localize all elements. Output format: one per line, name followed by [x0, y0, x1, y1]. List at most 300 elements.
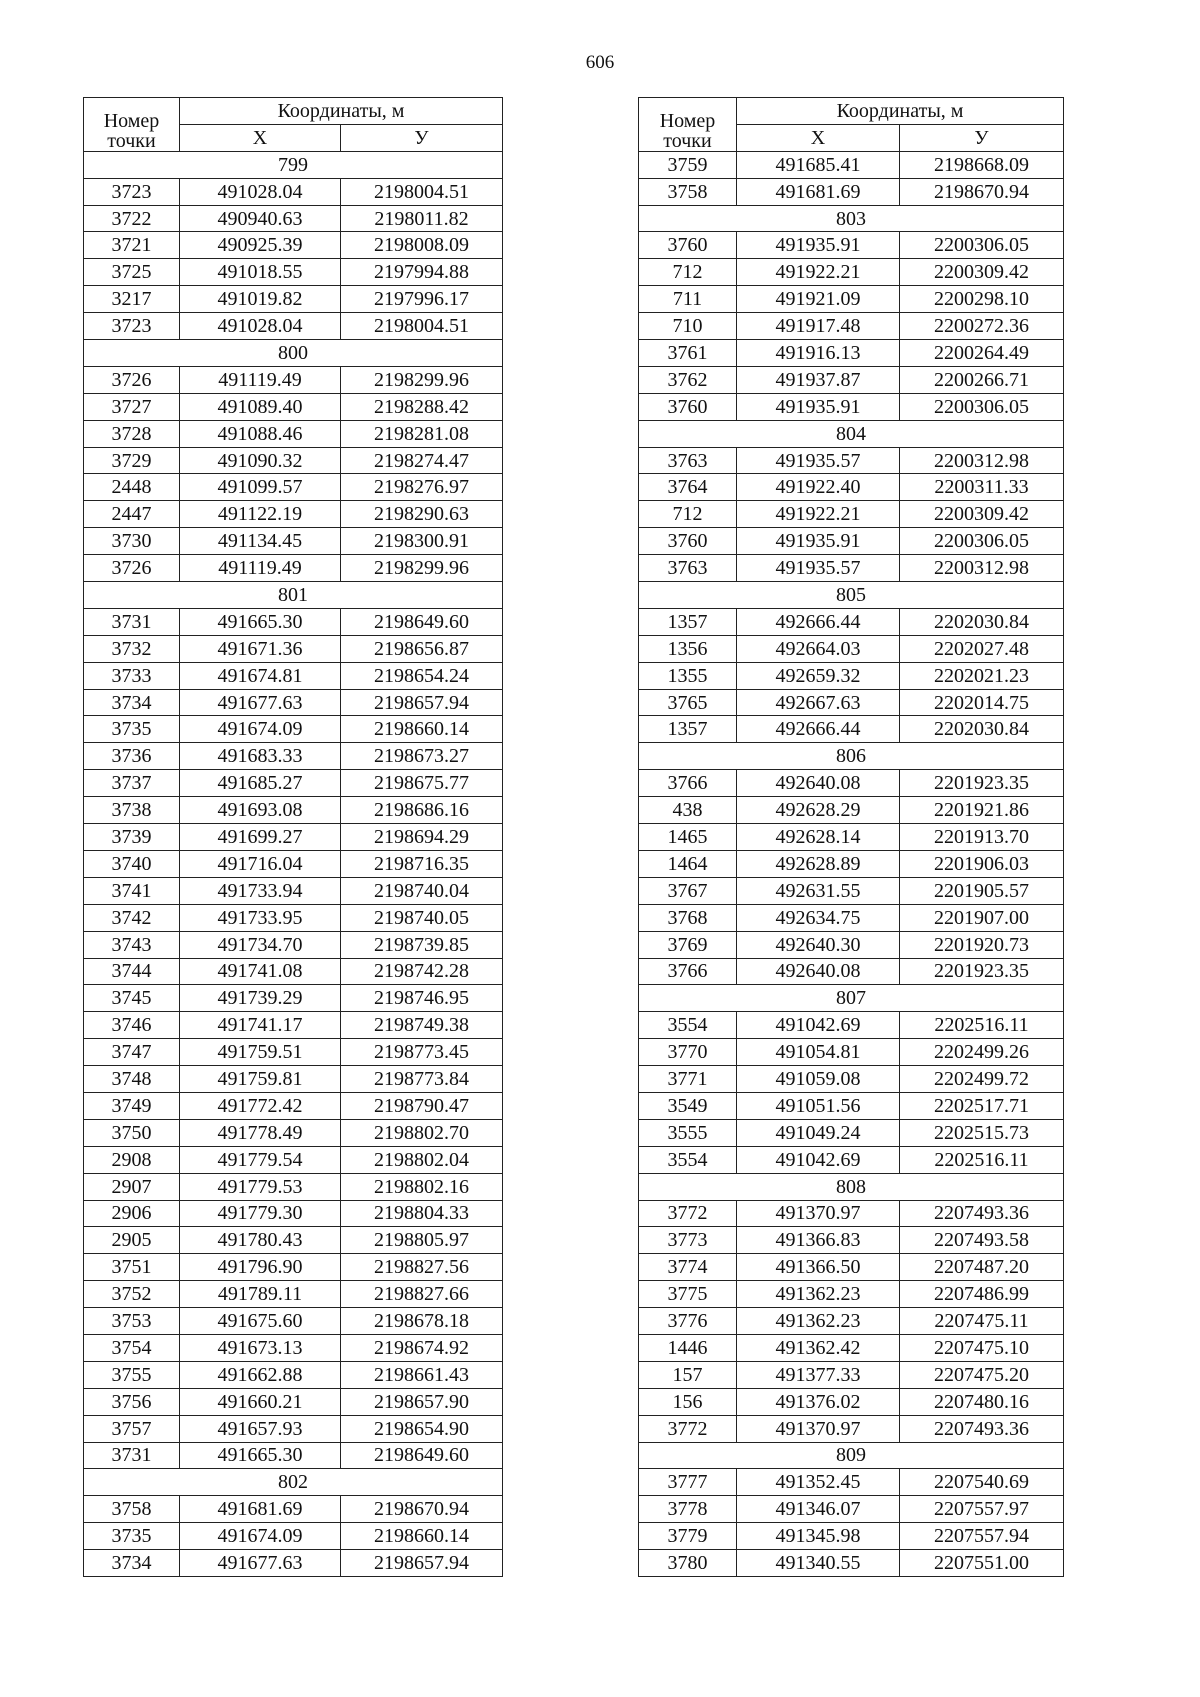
point-number-cell: 3741 [84, 877, 180, 904]
table-row [84, 608, 503, 635]
y-coordinate-cell: 2198288.42 [341, 393, 503, 420]
x-coordinate-cell: 491922.21 [737, 259, 900, 286]
point-number-cell: 156 [639, 1388, 737, 1415]
x-coordinate-cell: 491366.83 [737, 1227, 900, 1254]
y-coordinate-cell: 2200264.49 [900, 340, 1064, 367]
y-coordinate-cell: 2198686.16 [341, 797, 503, 824]
x-coordinate-cell: 491028.04 [180, 178, 341, 205]
point-number-cell: 2907 [84, 1173, 180, 1200]
y-coordinate-cell: 2198716.35 [341, 850, 503, 877]
point-number-header [639, 98, 737, 152]
point-number-cell: 3723 [84, 313, 180, 340]
x-coordinate-cell: 491733.95 [180, 904, 341, 931]
x-coordinate-cell: 492640.08 [737, 958, 900, 985]
y-coordinate-cell: 2198773.84 [341, 1066, 503, 1093]
point-number-cell: 3760 [639, 528, 737, 555]
table-row [639, 232, 1064, 259]
y-coordinate-cell: 2198740.05 [341, 904, 503, 931]
y-header: У [341, 124, 503, 151]
x-coordinate-cell: 491935.57 [737, 555, 900, 582]
point-number-cell: 3759 [639, 151, 737, 178]
table-row [84, 1173, 503, 1200]
x-coordinate-cell: 491739.29 [180, 985, 341, 1012]
point-number-cell: 3727 [84, 393, 180, 420]
point-number-cell: 3217 [84, 286, 180, 313]
table-row [639, 635, 1064, 662]
point-number-cell: 712 [639, 501, 737, 528]
y-coordinate-cell: 2198004.51 [341, 178, 503, 205]
point-number-cell: 3742 [84, 904, 180, 931]
table-row [639, 1227, 1064, 1254]
point-number-cell: 3767 [639, 877, 737, 904]
table-row [639, 1361, 1064, 1388]
point-number-cell: 3739 [84, 824, 180, 851]
y-coordinate-cell: 2198657.90 [341, 1388, 503, 1415]
point-number-cell: 3774 [639, 1254, 737, 1281]
table-row [84, 1146, 503, 1173]
point-number-header-line1: Номер [659, 109, 716, 132]
point-number-cell: 3780 [639, 1550, 737, 1577]
point-number-cell: 3740 [84, 850, 180, 877]
coordinates-table-right [638, 97, 1064, 1577]
x-coordinate-cell: 490925.39 [180, 232, 341, 259]
y-coordinate-cell: 2198746.95 [341, 985, 503, 1012]
table-row [84, 1092, 503, 1119]
point-number-header [84, 98, 180, 152]
page-number: 606 [585, 52, 615, 73]
x-coordinate-cell: 491789.11 [180, 1281, 341, 1308]
section-number: 805 [639, 582, 1064, 609]
table-row [84, 447, 503, 474]
point-number-cell: 1357 [639, 608, 737, 635]
point-number-cell: 3731 [84, 1442, 180, 1469]
y-coordinate-cell: 2200311.33 [900, 474, 1064, 501]
table-row [84, 393, 503, 420]
point-number-cell: 3766 [639, 770, 737, 797]
table-row [639, 340, 1064, 367]
point-number-cell: 3756 [84, 1388, 180, 1415]
table-row [84, 1281, 503, 1308]
x-coordinate-cell: 491796.90 [180, 1254, 341, 1281]
x-coordinate-cell: 491042.69 [737, 1012, 900, 1039]
x-coordinate-cell: 491675.60 [180, 1308, 341, 1335]
y-coordinate-cell: 2198668.09 [900, 151, 1064, 178]
point-number-cell: 3764 [639, 474, 737, 501]
section-number: 809 [639, 1442, 1064, 1469]
table-row [639, 1092, 1064, 1119]
table-row [84, 1496, 503, 1523]
table-row [84, 877, 503, 904]
point-number-header-line2: точки [107, 129, 156, 152]
x-coordinate-cell: 491362.23 [737, 1281, 900, 1308]
x-coordinate-cell: 491677.63 [180, 689, 341, 716]
table-row [84, 1442, 503, 1469]
point-number-cell: 3725 [84, 259, 180, 286]
x-coordinate-cell: 491935.91 [737, 528, 900, 555]
y-coordinate-cell: 2200306.05 [900, 393, 1064, 420]
y-coordinate-cell: 2198661.43 [341, 1361, 503, 1388]
x-coordinate-cell: 491921.09 [737, 286, 900, 313]
y-coordinate-cell: 2200272.36 [900, 313, 1064, 340]
y-coordinate-cell: 2198694.29 [341, 824, 503, 851]
table-row [639, 1334, 1064, 1361]
table-row [639, 1281, 1064, 1308]
y-coordinate-cell: 2200312.98 [900, 447, 1064, 474]
y-coordinate-cell: 2197994.88 [341, 259, 503, 286]
y-coordinate-cell: 2200306.05 [900, 232, 1064, 259]
table-row [639, 1012, 1064, 1039]
y-coordinate-cell: 2207487.20 [900, 1254, 1064, 1281]
table-row [639, 904, 1064, 931]
table-row [84, 420, 503, 447]
y-coordinate-cell: 2198281.08 [341, 420, 503, 447]
x-coordinate-cell: 491779.30 [180, 1200, 341, 1227]
point-number-cell: 3772 [639, 1200, 737, 1227]
x-coordinate-cell: 491089.40 [180, 393, 341, 420]
table-header [639, 98, 1064, 152]
y-coordinate-cell: 2202021.23 [900, 662, 1064, 689]
y-coordinate-cell: 2197996.17 [341, 286, 503, 313]
table-row [84, 286, 503, 313]
table-body [639, 151, 1064, 1576]
x-coordinate-cell: 491674.09 [180, 1523, 341, 1550]
point-number-cell: 3761 [639, 340, 737, 367]
y-coordinate-cell: 2198740.04 [341, 877, 503, 904]
y-coordinate-cell: 2198742.28 [341, 958, 503, 985]
y-coordinate-cell: 2201906.03 [900, 850, 1064, 877]
table-row [639, 662, 1064, 689]
table-row [639, 1039, 1064, 1066]
x-coordinate-cell: 491685.41 [737, 151, 900, 178]
table-row [84, 1227, 503, 1254]
y-coordinate-cell: 2207475.11 [900, 1308, 1064, 1335]
table-row [639, 608, 1064, 635]
point-number-cell: 3745 [84, 985, 180, 1012]
x-coordinate-cell: 492634.75 [737, 904, 900, 931]
x-coordinate-cell: 491662.88 [180, 1361, 341, 1388]
table-row [639, 474, 1064, 501]
table-row [639, 1550, 1064, 1577]
point-number-cell: 3769 [639, 931, 737, 958]
coordinates-table-left [83, 97, 503, 1577]
table-row [84, 1415, 503, 1442]
section-row [639, 1173, 1064, 1200]
y-coordinate-cell: 2207475.10 [900, 1334, 1064, 1361]
x-coordinate-cell: 492628.29 [737, 797, 900, 824]
y-coordinate-cell: 2198804.33 [341, 1200, 503, 1227]
point-number-cell: 3749 [84, 1092, 180, 1119]
y-coordinate-cell: 2207557.97 [900, 1496, 1064, 1523]
x-coordinate-cell: 491018.55 [180, 259, 341, 286]
y-coordinate-cell: 2198004.51 [341, 313, 503, 340]
table-row [639, 850, 1064, 877]
table-row [84, 474, 503, 501]
y-coordinate-cell: 2207493.36 [900, 1200, 1064, 1227]
y-coordinate-cell: 2207551.00 [900, 1550, 1064, 1577]
point-number-cell: 3729 [84, 447, 180, 474]
point-number-cell: 3734 [84, 689, 180, 716]
section-row [84, 1469, 503, 1496]
x-coordinate-cell: 491935.91 [737, 232, 900, 259]
y-coordinate-cell: 2198299.96 [341, 366, 503, 393]
y-header: У [900, 124, 1064, 151]
point-number-header-line2: точки [663, 129, 712, 152]
y-coordinate-cell: 2198274.47 [341, 447, 503, 474]
point-number-cell: 1355 [639, 662, 737, 689]
x-coordinate-cell: 492659.32 [737, 662, 900, 689]
section-row [639, 985, 1064, 1012]
y-coordinate-cell: 2202030.84 [900, 608, 1064, 635]
x-coordinate-cell: 492664.03 [737, 635, 900, 662]
point-number-cell: 1356 [639, 635, 737, 662]
point-number-cell: 3726 [84, 555, 180, 582]
point-number-cell: 3765 [639, 689, 737, 716]
section-number: 806 [639, 743, 1064, 770]
x-coordinate-cell: 491681.69 [737, 178, 900, 205]
point-number-cell: 1357 [639, 716, 737, 743]
x-coordinate-cell: 492666.44 [737, 608, 900, 635]
y-coordinate-cell: 2198654.90 [341, 1415, 503, 1442]
point-number-cell: 3757 [84, 1415, 180, 1442]
table-row [84, 1523, 503, 1550]
table-row [84, 850, 503, 877]
y-coordinate-cell: 2200309.42 [900, 259, 1064, 286]
x-coordinate-cell: 491051.56 [737, 1092, 900, 1119]
table-row [84, 1200, 503, 1227]
x-coordinate-cell: 491693.08 [180, 797, 341, 824]
section-row [639, 205, 1064, 232]
table-row [84, 931, 503, 958]
y-coordinate-cell: 2198657.94 [341, 1550, 503, 1577]
point-number-cell: 3721 [84, 232, 180, 259]
y-coordinate-cell: 2200306.05 [900, 528, 1064, 555]
y-coordinate-cell: 2201905.57 [900, 877, 1064, 904]
x-coordinate-cell: 491681.69 [180, 1496, 341, 1523]
x-coordinate-cell: 491922.40 [737, 474, 900, 501]
point-number-cell: 3771 [639, 1066, 737, 1093]
y-coordinate-cell: 2198673.27 [341, 743, 503, 770]
table-row [639, 824, 1064, 851]
point-number-cell: 3734 [84, 1550, 180, 1577]
x-coordinate-cell: 491134.45 [180, 528, 341, 555]
coordinates-header: Координаты, м [180, 98, 503, 125]
section-row [639, 420, 1064, 447]
section-number: 807 [639, 985, 1064, 1012]
y-coordinate-cell: 2198678.18 [341, 1308, 503, 1335]
section-row [639, 743, 1064, 770]
y-coordinate-cell: 2198654.24 [341, 662, 503, 689]
table-row [84, 635, 503, 662]
point-number-cell: 3752 [84, 1281, 180, 1308]
table-row [84, 770, 503, 797]
x-coordinate-cell: 491699.27 [180, 824, 341, 851]
table-row [639, 797, 1064, 824]
y-coordinate-cell: 2198739.85 [341, 931, 503, 958]
point-number-cell: 3743 [84, 931, 180, 958]
x-coordinate-cell: 491779.54 [180, 1146, 341, 1173]
table-row [639, 1496, 1064, 1523]
x-coordinate-cell: 491362.23 [737, 1308, 900, 1335]
table-row [639, 877, 1064, 904]
section-row [639, 1442, 1064, 1469]
y-coordinate-cell: 2198300.91 [341, 528, 503, 555]
y-coordinate-cell: 2198011.82 [341, 205, 503, 232]
table-row [639, 1308, 1064, 1335]
y-coordinate-cell: 2200312.98 [900, 555, 1064, 582]
table-row [84, 178, 503, 205]
table-row [84, 797, 503, 824]
x-coordinate-cell: 491028.04 [180, 313, 341, 340]
table-row [84, 958, 503, 985]
y-coordinate-cell: 2198802.70 [341, 1119, 503, 1146]
table-row [639, 447, 1064, 474]
y-coordinate-cell: 2198773.45 [341, 1039, 503, 1066]
point-number-cell: 2448 [84, 474, 180, 501]
x-coordinate-cell: 491099.57 [180, 474, 341, 501]
point-number-cell: 3766 [639, 958, 737, 985]
x-coordinate-cell: 492666.44 [737, 716, 900, 743]
x-coordinate-cell: 491352.45 [737, 1469, 900, 1496]
y-coordinate-cell: 2201913.70 [900, 824, 1064, 851]
point-number-cell: 3770 [639, 1039, 737, 1066]
section-number: 804 [639, 420, 1064, 447]
table-row [639, 1523, 1064, 1550]
x-coordinate-cell: 491376.02 [737, 1388, 900, 1415]
point-number-cell: 3776 [639, 1308, 737, 1335]
table-row [639, 286, 1064, 313]
x-header: Х [180, 124, 341, 151]
point-number-cell: 3554 [639, 1146, 737, 1173]
table-row [639, 1415, 1064, 1442]
section-number: 800 [84, 340, 503, 367]
point-number-cell: 3738 [84, 797, 180, 824]
x-coordinate-cell: 491019.82 [180, 286, 341, 313]
point-number-cell: 2906 [84, 1200, 180, 1227]
x-coordinate-cell: 491674.09 [180, 716, 341, 743]
point-number-cell: 3775 [639, 1281, 737, 1308]
point-number-cell: 3723 [84, 178, 180, 205]
point-number-cell: 3733 [84, 662, 180, 689]
y-coordinate-cell: 2198670.94 [341, 1496, 503, 1523]
section-number: 801 [84, 582, 503, 609]
x-coordinate-cell: 491340.55 [737, 1550, 900, 1577]
x-coordinate-cell: 491741.17 [180, 1012, 341, 1039]
point-number-cell: 3777 [639, 1469, 737, 1496]
table-row [639, 313, 1064, 340]
y-coordinate-cell: 2201920.73 [900, 931, 1064, 958]
point-number-cell: 3722 [84, 205, 180, 232]
point-number-cell: 438 [639, 797, 737, 824]
point-number-header-line1: Номер [103, 109, 160, 132]
x-coordinate-cell: 491673.13 [180, 1334, 341, 1361]
point-number-cell: 3760 [639, 232, 737, 259]
x-coordinate-cell: 491090.32 [180, 447, 341, 474]
y-coordinate-cell: 2198299.96 [341, 555, 503, 582]
point-number-cell: 3555 [639, 1119, 737, 1146]
table-row [639, 555, 1064, 582]
x-coordinate-cell: 491657.93 [180, 1415, 341, 1442]
y-coordinate-cell: 2202515.73 [900, 1119, 1064, 1146]
x-coordinate-cell: 491733.94 [180, 877, 341, 904]
point-number-cell: 3763 [639, 447, 737, 474]
y-coordinate-cell: 2198657.94 [341, 689, 503, 716]
x-coordinate-cell: 491054.81 [737, 1039, 900, 1066]
point-number-cell: 3747 [84, 1039, 180, 1066]
x-coordinate-cell: 492628.14 [737, 824, 900, 851]
table-row [639, 770, 1064, 797]
y-coordinate-cell: 2198827.66 [341, 1281, 503, 1308]
point-number-cell: 3779 [639, 1523, 737, 1550]
y-coordinate-cell: 2207486.99 [900, 1281, 1064, 1308]
x-coordinate-cell: 491683.33 [180, 743, 341, 770]
y-coordinate-cell: 2198008.09 [341, 232, 503, 259]
point-number-cell: 3755 [84, 1361, 180, 1388]
x-coordinate-cell: 491345.98 [737, 1523, 900, 1550]
point-number-cell: 2908 [84, 1146, 180, 1173]
table-row [639, 958, 1064, 985]
section-number: 799 [84, 151, 503, 178]
section-row [84, 151, 503, 178]
x-coordinate-cell: 491716.04 [180, 850, 341, 877]
x-coordinate-cell: 491122.19 [180, 501, 341, 528]
table-row [84, 501, 503, 528]
section-number: 803 [639, 205, 1064, 232]
y-coordinate-cell: 2198674.92 [341, 1334, 503, 1361]
y-coordinate-cell: 2207557.94 [900, 1523, 1064, 1550]
x-coordinate-cell: 491665.30 [180, 1442, 341, 1469]
table-row [639, 528, 1064, 555]
table-row [639, 931, 1064, 958]
x-coordinate-cell: 491665.30 [180, 608, 341, 635]
point-number-cell: 3760 [639, 393, 737, 420]
point-number-cell: 3758 [84, 1496, 180, 1523]
y-coordinate-cell: 2198790.47 [341, 1092, 503, 1119]
point-number-cell: 3728 [84, 420, 180, 447]
table-row [84, 1066, 503, 1093]
table-row [84, 716, 503, 743]
table-row [639, 689, 1064, 716]
x-coordinate-cell: 491922.21 [737, 501, 900, 528]
y-coordinate-cell: 2202516.11 [900, 1146, 1064, 1173]
table-row [84, 205, 503, 232]
point-number-cell: 3549 [639, 1092, 737, 1119]
table-row [84, 662, 503, 689]
y-coordinate-cell: 2202027.48 [900, 635, 1064, 662]
x-coordinate-cell: 491660.21 [180, 1388, 341, 1415]
x-coordinate-cell: 491370.97 [737, 1200, 900, 1227]
y-coordinate-cell: 2198805.97 [341, 1227, 503, 1254]
x-coordinate-cell: 492631.55 [737, 877, 900, 904]
point-number-cell: 3737 [84, 770, 180, 797]
x-coordinate-cell: 491671.36 [180, 635, 341, 662]
table-body [84, 151, 503, 1576]
x-coordinate-cell: 491049.24 [737, 1119, 900, 1146]
x-coordinate-cell: 491370.97 [737, 1415, 900, 1442]
point-number-cell: 2447 [84, 501, 180, 528]
y-coordinate-cell: 2201923.35 [900, 958, 1064, 985]
table-row [84, 1012, 503, 1039]
table-row [639, 1119, 1064, 1146]
table-header [84, 98, 503, 152]
y-coordinate-cell: 2198670.94 [900, 178, 1064, 205]
table-row [84, 1254, 503, 1281]
x-coordinate-cell: 491772.42 [180, 1092, 341, 1119]
section-row [84, 582, 503, 609]
point-number-cell: 710 [639, 313, 737, 340]
y-coordinate-cell: 2207493.36 [900, 1415, 1064, 1442]
x-coordinate-cell: 492667.63 [737, 689, 900, 716]
point-number-cell: 3772 [639, 1415, 737, 1442]
